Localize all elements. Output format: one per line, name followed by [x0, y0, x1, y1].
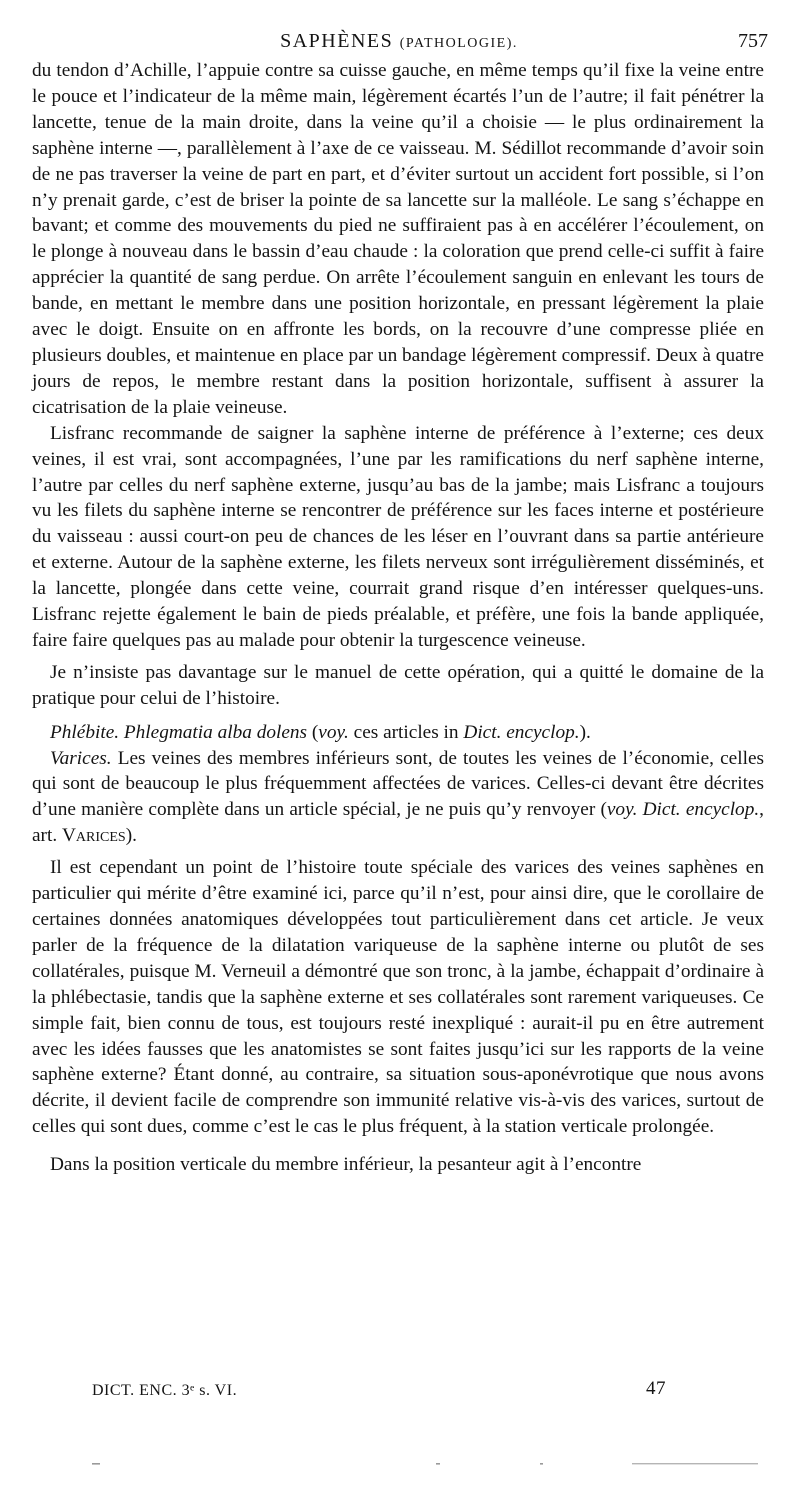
text-run: Je n’insiste pas davantage sur le manuel de cette opération, qui a quitté le domaine de la pratique pour celui de l’histoire.	[32, 661, 764, 709]
text-run: ).	[125, 825, 137, 847]
italic-text: Varices.	[50, 747, 112, 769]
text-run: ).	[579, 721, 591, 743]
text-run: Dans la position verticale du membre inférieur, la pesanteur agit à l’encontre	[50, 1154, 642, 1176]
running-title	[30, 30, 768, 53]
paragraph	[32, 660, 764, 712]
paragraph	[32, 421, 764, 654]
text-run: Il est cependant un point de l’histoire toute spéciale des varices des veines saphènes en particulier qui mérite d’être examiné ici, parce qu’il n’est, pour ainsi dire, que le corollaire de certaines données anatomiques développées tout particulièrement dans cet article. Je veux parler de la fréquence de la dilatation variqueuse de la saphène interne ou plutôt de ses collatérales, puisque M. Verneuil a démontré que son tronc, à la jambe, échappait d’ordinaire à la phlébectasie, tandis que la saphène externe et ses collatérales sont rarement variqueuses. Ce simple fait, bien connu de tous, est toujours resté inexpliqué : aurait-il pu en être autrement avec les idées fausses que les anatomistes se sont faites jusqu’ici sur les rapports de la veine saphène externe? Étant donné, au contraire, sa situation sous-aponévrotique que nous avons décrite, il devient facile de comprendre son immunité relative vis-à-vis des varices, surtout de celles qui sont dues, comme c’est le cas le plus fréquent, à la station verticale prolongée.	[32, 857, 764, 1138]
text-run: Les veines des membres inférieurs sont, de toutes les veines de l’économie, celles qui sont de beaucoup le plus fréquemment affectées de varices. Celles-ci devant être décrites d’une manière complète dans un article spécial, je ne puis qu’y renvoyer (	[32, 747, 764, 821]
header-subtitle: (PATHOLOGIE).	[399, 36, 518, 51]
running-header	[30, 30, 768, 56]
italic-text: Phlébite. Phlegmatia alba dolens	[50, 721, 308, 743]
paragraph	[32, 720, 764, 746]
paragraph	[32, 746, 764, 850]
scan-specks	[0, 1460, 800, 1470]
page-number: 757	[738, 30, 768, 52]
paragraph	[32, 855, 764, 1140]
italic-text: voy.	[318, 721, 349, 743]
signature-mark: DICT. ENC. 3ᵉ s. VI.	[92, 1382, 238, 1399]
header-title: SAPHÈNES	[280, 30, 394, 52]
footer	[92, 1380, 680, 1404]
paragraph	[32, 58, 764, 421]
text-run: , art.	[32, 799, 764, 847]
text-run: ces articles in	[348, 721, 464, 743]
small-caps-text: Varices	[61, 825, 126, 847]
text-run: (	[307, 721, 319, 743]
body-text	[32, 58, 764, 1178]
text-run: du tendon d’Achille, l’appuie contre sa cuisse gauche, en même temps qu’il fixe la veine entre le pouce et l’indicateur de la même main, légèrement écartés l’un de l’autre; il fait pénétrer la lancette, tenue de la main droite, dans la veine qu’il a choisie — le plus ordinairement la saphène interne —, parallèlement à l’axe de ce vaisseau. M. Sédillot recommande d’avoir soin de ne pas traverser la veine de part en part, et d’éviter surtout un accident fort possible, si l’on n’y prenait garde, c’est de briser la pointe de sa lancette sur la malléole. Le sang s’échappe en bavant; et comme des mouvements du pied ne suffiraient pas à en accélérer l’écoulement, on le plonge à nouveau dans le bassin d’eau chaude : la coloration que prend celle-ci suffit à faire apprécier la quantité de sang perdue. On arrête l’écoulement sanguin en enlevant les tours de bande, en mettant le membre dans une position horizontale, en pressant légèrement la plaie avec le doigt. Ensuite on en affronte les bords, on la recouvre d’une compresse pliée en plusieurs doubles, et maintenue en place par un bandage légèrement compressif. Deux à quatre jours de repos, le membre restant dans la position horizontale, suffisent à assurer la cicatrisation de la plaie veineuse.	[32, 60, 764, 418]
text-run: Lisfranc recommande de saigner la saphène interne de préférence à l’externe; ces deux veines, il est vrai, sont accompagnées, l’une par les ramifications du nerf saphène interne, l’autre par celles du nerf saphène externe, jusqu’au bas de la jambe; mais Lisfranc a toujours vu les filets du saphène interne se rencontrer de préférence sur les faces interne et postérieure du vaisseau : aussi court-on peu de chances de les léser en l’ouvrant dans sa partie antérieure et externe. Autour de la saphène externe, les filets nerveux sont irrégulièrement disséminés, et la lancette, plongée dans cette veine, courrait grand risque d’en intéresser quelques-uns. Lisfranc rejette également le bain de pieds préalable, et préfère, une fois la bande appliquée, faire faire quelques pas au malade pour obtenir la turgescence veineuse.	[32, 422, 764, 651]
italic-text: voy. Dict. encyclop.	[606, 799, 760, 821]
italic-text: Dict. encyclop.	[463, 721, 580, 743]
paragraph	[32, 1152, 764, 1178]
sheet-number: 47	[646, 1378, 666, 1399]
